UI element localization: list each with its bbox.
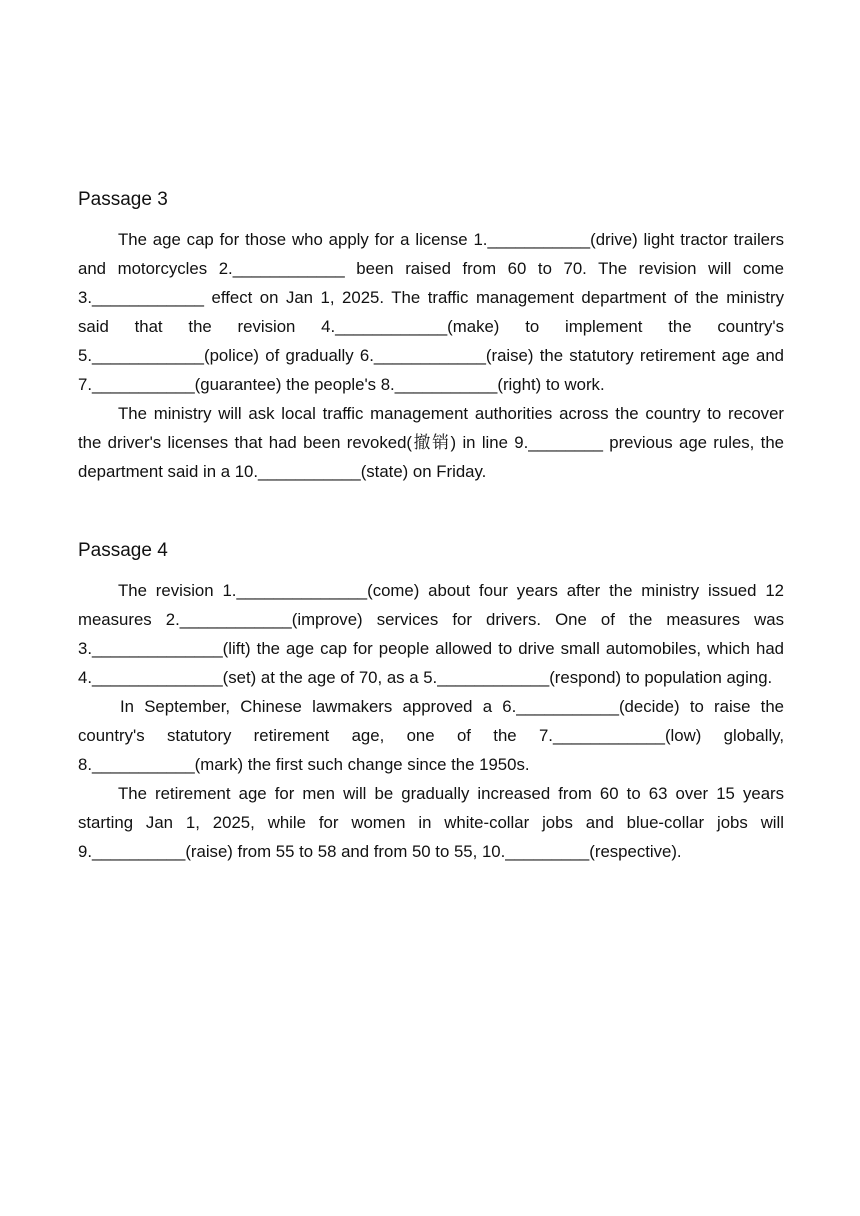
passage-4	[78, 537, 784, 866]
passage-paragraph: The revision 1.______________(come) about four years after the ministry issued 12 measures 2.____________(improve) services for drivers. One of the measures was 3.______________(lift) the age cap for people allowed to drive small automobiles, which had 4.______________(set) at the age of 70, as a 5.____________(respond) to population aging.	[78, 581, 784, 687]
passage-paragraph: In September, Chinese lawmakers approved a 6.___________(decide) to raise the country's statutory retirement age, one of the 7.____________(low) globally, 8.___________(mark) the first such change since the 1950s.	[78, 697, 784, 774]
passage-title: Passage 3	[78, 189, 168, 210]
passage-paragraph: The ministry will ask local traffic management authorities across the country to recover the driver's licenses that had been revoked(撤销) in line 9.________ previous age rules, the department said in a 10.___________(state) on Friday.	[78, 404, 784, 481]
passage-title: Passage 4	[78, 540, 168, 561]
passage-paragraph: The age cap for those who apply for a license 1.___________(drive) light tractor trailers and motorcycles 2.____________ been raised from 60 to 70. The revision will come 3.____________ effect on Jan 1, 2025. The traffic management department of the ministry said that the revision 4.____________(make) to implement the country's 5.____________(police) of gradually 6.____________(raise) the statutory retirement age and 7.___________(guarantee) the people's 8.___________(right) to work.	[78, 230, 784, 394]
passage-paragraph: The retirement age for men will be gradually increased from 60 to 63 over 15 years starting Jan 1, 2025, while for women in white-collar jobs and blue-collar jobs will 9.__________(raise) from 55 to 58 and from 50 to 55, 10._________(respective).	[78, 784, 784, 861]
passage-3	[78, 186, 784, 486]
